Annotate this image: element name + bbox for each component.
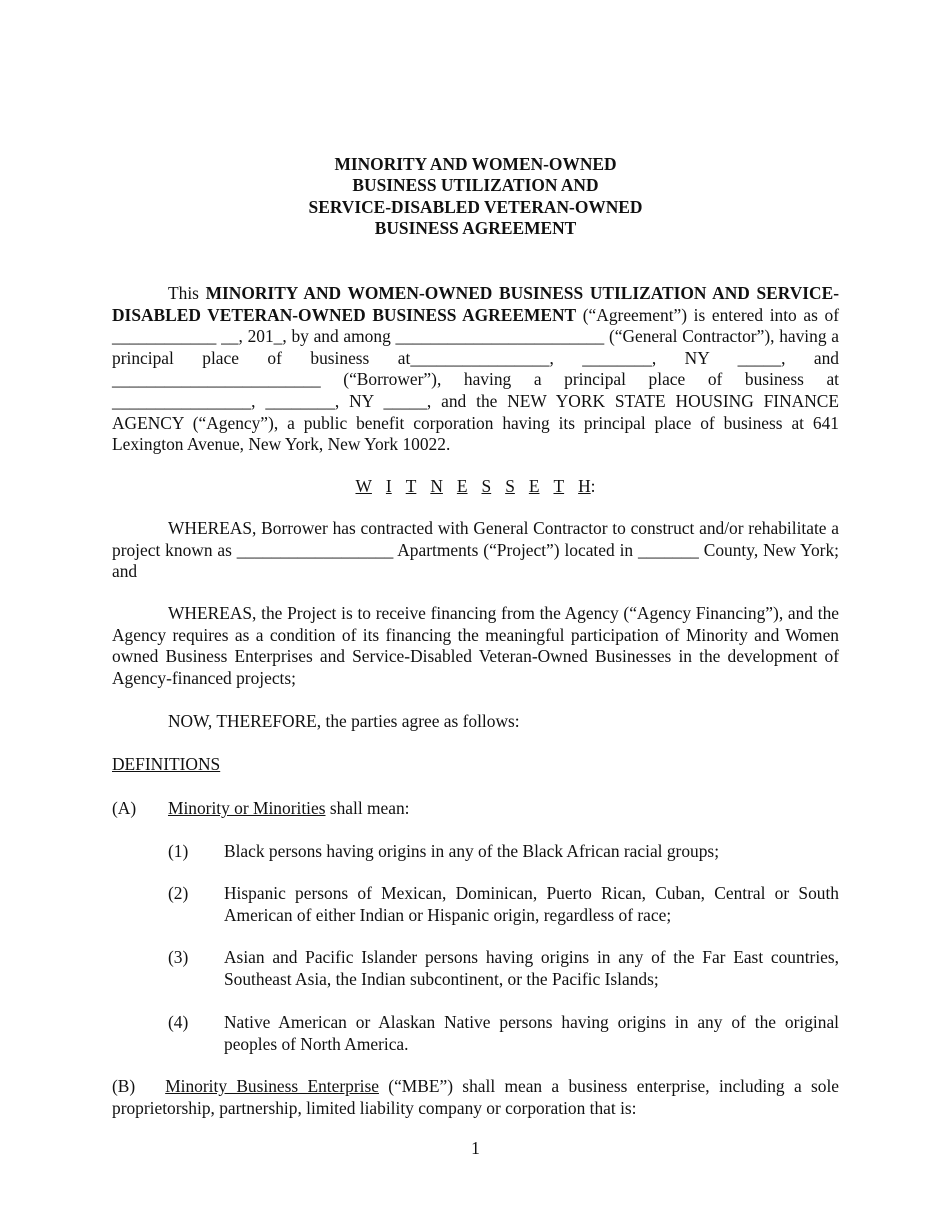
list-item-text: Black persons having origins in any of the Black African racial groups; <box>224 841 720 861</box>
section-b-term: Minority Business Enterprise <box>165 1076 379 1096</box>
witnesseth-letter: I <box>385 476 392 496</box>
now-therefore-paragraph: NOW, THEREFORE, the parties agree as follows: <box>168 711 520 731</box>
witnesseth-heading <box>112 476 839 498</box>
definitions-heading-text: DEFINITIONS <box>112 754 221 774</box>
list-item-text: Hispanic persons of Mexican, Dominican, Puerto Rican, Cuban, Central or South American of either Indian or Hispanic origin, regardless of race; <box>224 883 839 925</box>
witnesseth-letter: E <box>456 476 468 496</box>
list-item-number: (4) <box>168 1012 189 1032</box>
intro-agreement-name: MINORITY AND WOMEN-OWNED BUSINESS UTILIZATION AND SERVICE-DISABLED VETERAN-OWNED BUSINESS AGREEMENT <box>112 283 839 325</box>
witnesseth-letter: T <box>405 476 417 496</box>
page-number: 1 <box>471 1138 480 1158</box>
document-title <box>112 154 839 240</box>
title-line: SERVICE-DISABLED VETERAN-OWNED <box>308 196 643 217</box>
section-a-label: (A) <box>112 798 137 818</box>
definitions-heading <box>112 754 839 776</box>
witnesseth-letter: E <box>528 476 540 496</box>
intro-rest: (“Agreement”) is entered into as of ____________ __, 201_, by and among ________________________ (“General Contractor”), having a principal place of business at________________, ________, NY _____, and ________________________ (“Borrower”), having a principal place of business at ________________, ________, NY _____, and the NEW YORK STATE HOUSING FINANCE AGENCY (“Agency”), a public benefit corporation having its principal place of business at 641 Lexington Avenue, New York, New York 10022. <box>112 304 839 455</box>
list-item-text: Native American or Alaskan Native persons having origins in any of the original peoples of North America. <box>224 1012 839 1054</box>
list-item-number: (1) <box>168 841 189 861</box>
witnesseth-letter: W <box>355 476 372 496</box>
witnesseth-letter: T <box>553 476 565 496</box>
list-item-number: (3) <box>168 947 189 967</box>
witnesseth-letter: H <box>578 476 591 496</box>
title-line: BUSINESS AGREEMENT <box>374 218 577 239</box>
intro-paragraph <box>112 283 839 456</box>
section-b-label: (B) <box>112 1076 136 1096</box>
witnesseth-letter: N <box>430 476 443 496</box>
whereas-paragraph-2: WHEREAS, the Project is to receive financing from the Agency (“Agency Financing”), and the Agency requires as a condition of its financing the meaningful participation of Minority and Women owned Business Enterprises and Service-Disabled Veteran-Owned Businesses in the development of Agency-financed projects; <box>112 603 839 688</box>
title-line: MINORITY AND WOMEN-OWNED <box>334 154 617 174</box>
list-item-text: Asian and Pacific Islander persons having origins in any of the Far East countries, Southeast Asia, the Indian subcontinent, or the Pacific Islands; <box>224 947 839 989</box>
witnesseth-letter: S <box>481 476 492 496</box>
title-line: BUSINESS UTILIZATION AND <box>352 175 599 196</box>
section-a-rest: shall mean: <box>325 798 410 818</box>
whereas-paragraph-1: WHEREAS, Borrower has contracted with General Contractor to construct and/or rehabilitate a project known as __________________ Apartments (“Project”) located in _______ County, New York; and <box>112 518 839 582</box>
section-a-text <box>168 798 839 820</box>
list-item-number: (2) <box>168 883 189 903</box>
section-b <box>112 1076 839 1119</box>
section-b-rest: (“MBE”) shall mean a business enterprise, including a sole proprietorship, partnership, limited liability company or corporation that is: <box>112 1076 839 1118</box>
witnesseth-colon: : <box>590 476 596 496</box>
intro-lead: This <box>168 283 206 303</box>
witnesseth-letter: S <box>505 476 515 496</box>
section-a-term: Minority or Minorities <box>168 798 326 818</box>
